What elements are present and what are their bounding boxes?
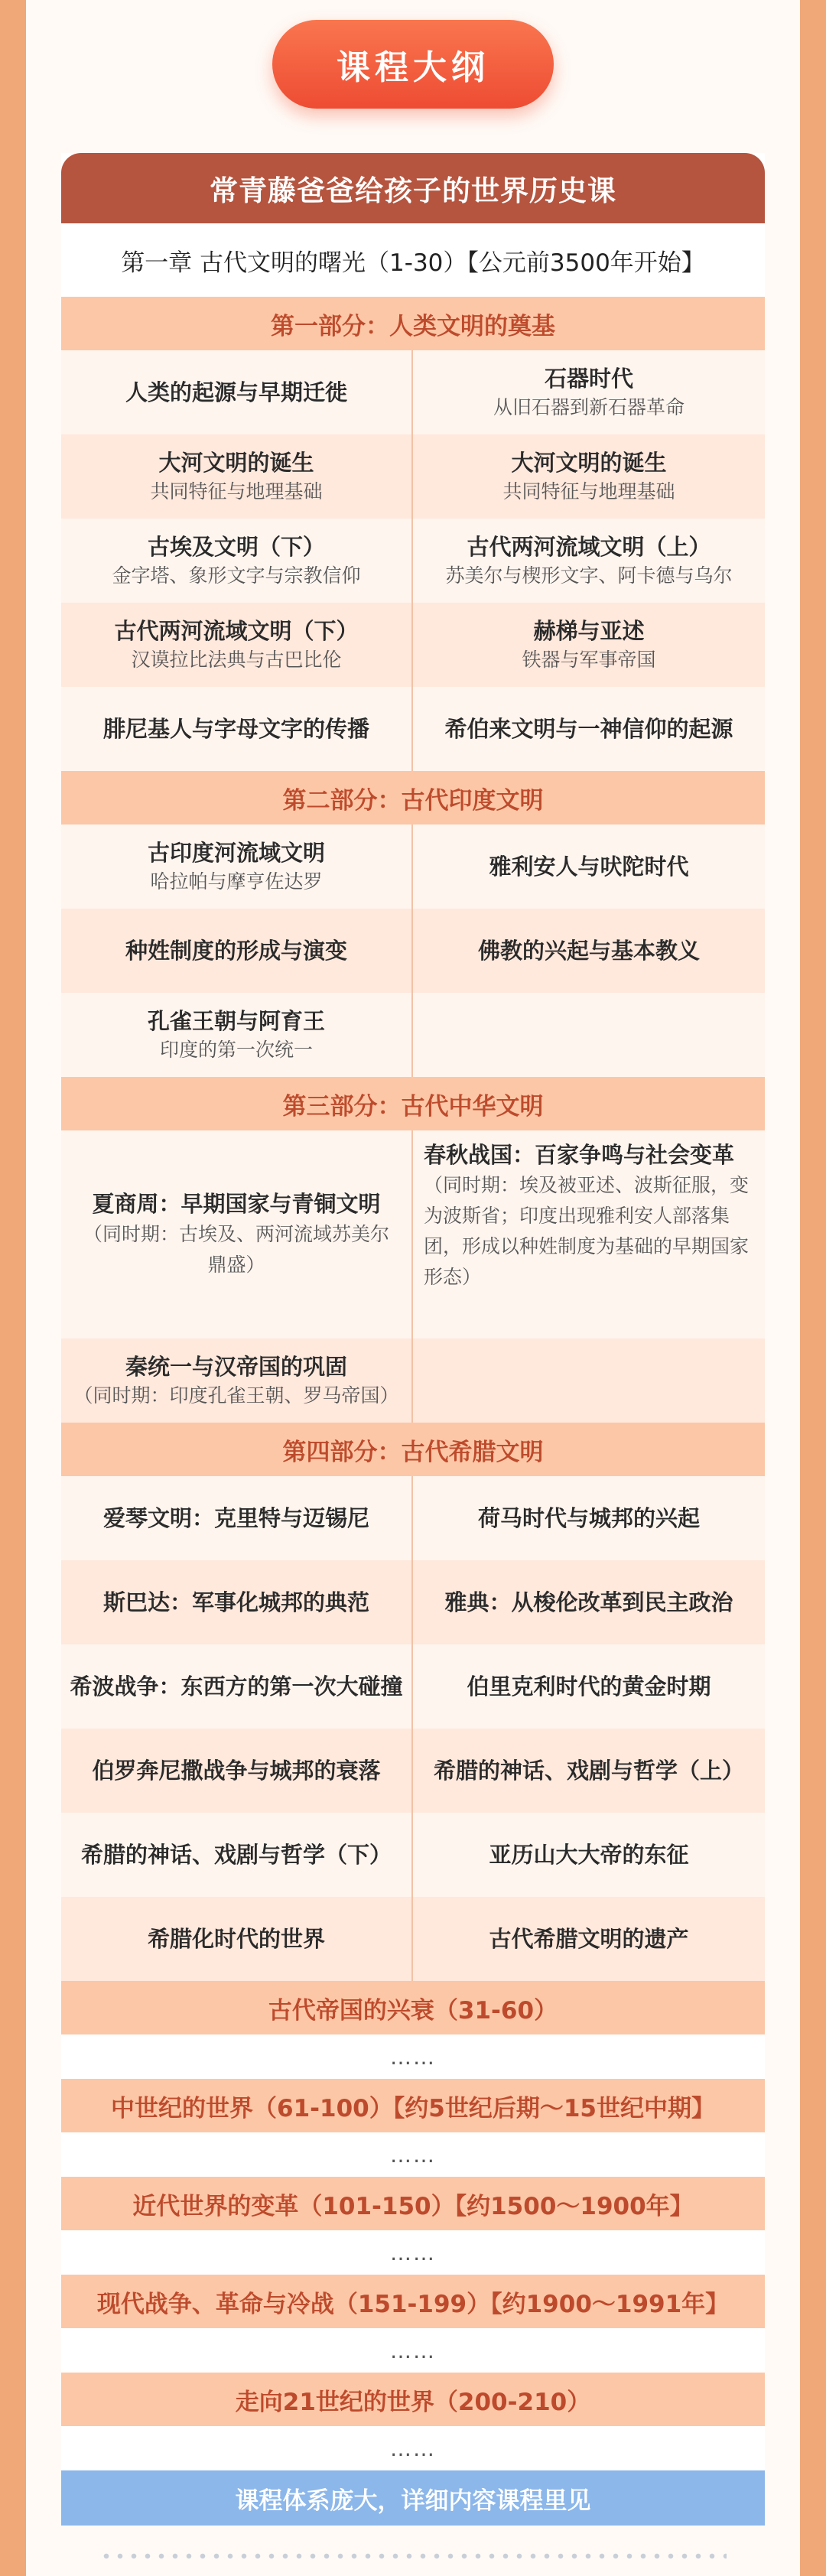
course-item [413,1130,765,1338]
course-item [61,1729,413,1813]
course-title: 大河文明的诞生 [511,450,667,476]
course-title: 希腊的神话、戏剧与哲学（上） [433,1758,744,1784]
section-heading: 第三部分：古代中华文明 [61,1077,765,1130]
course-row [61,1644,765,1729]
course-subtitle: （同时期：印度孔雀王朝、罗马帝国） [73,1384,399,1407]
course-item [61,1130,413,1338]
course-row [61,993,765,1077]
course-subtitle: 印度的第一次统一 [159,1039,313,1061]
course-title: 古代两河流域文明（下） [114,618,359,644]
course-subtitle: （同时期：埃及被亚述、波斯征服，变为波斯省；印度出现雅利安人部落集团，形成以种姓制度为基础的早期国家形态） [424,1174,750,1288]
course-subtitle: 汉谟拉比法典与古巴比伦 [131,649,342,671]
ellipsis: …… [61,2328,765,2373]
course-row [61,1897,765,1981]
course-subtitle: 共同特征与地理基础 [502,480,675,503]
course-item [413,1813,765,1897]
course-title: 雅利安人与吠陀时代 [489,854,689,880]
course-row [61,1476,765,1560]
course-title: 腓尼基人与字母文字的传播 [102,716,369,742]
ellipsis: …… [61,2426,765,2470]
course-title: 希腊化时代的世界 [147,1926,325,1952]
chapter-band: 中世纪的世界（61-100）【约5世纪后期～15世纪中期】 [61,2079,765,2132]
course-row [61,603,765,687]
course-title: 夏商周：早期国家与青铜文明 [92,1191,381,1217]
chapter-one-heading: 第一章 古代文明的曙光（1-30）【公元前3500年开始】 [61,223,765,297]
course-item [61,1644,413,1729]
course-subtitle: 金字塔、象形文字与宗教信仰 [112,564,361,587]
course-item [61,1560,413,1644]
course-item [61,1476,413,1560]
course-subtitle: 从旧石器到新石器革命 [493,396,685,418]
course-subtitle: 共同特征与地理基础 [150,480,323,503]
course-subtitle: （同时期：古埃及、两河流域苏美尔鼎盛） [83,1223,389,1276]
course-item [413,434,765,519]
course-row [61,825,765,909]
course-item [61,1813,413,1897]
course-subtitle: 苏美尔与楔形文字、阿卡德与乌尔 [445,564,733,587]
course-title: 佛教的兴起与基本教义 [477,938,700,964]
course-title: 希波战争：东西方的第一次大碰撞 [70,1673,403,1699]
course-title: 赫梯与亚述 [533,618,645,644]
course-item [61,603,413,687]
course-title: 荷马时代与城邦的兴起 [477,1505,700,1531]
course-item [413,1644,765,1729]
ellipsis: …… [61,2132,765,2177]
course-item [413,603,765,687]
course-title: 石器时代 [544,366,633,392]
chapter-band: 走向21世纪的世界（200-210） [61,2373,765,2426]
course-title: 大河文明的诞生 [158,450,314,476]
course-row [61,350,765,434]
course-item-empty [413,1338,765,1423]
course-item [413,519,765,603]
course-item [61,519,413,603]
ellipsis: …… [61,2230,765,2275]
chapter-band: 古代帝国的兴衰（31-60） [61,1981,765,2034]
course-title: 希伯来文明与一神信仰的起源 [444,716,733,742]
course-item [61,909,413,993]
course-row [61,909,765,993]
section-heading: 第四部分：古代希腊文明 [61,1423,765,1476]
course-item [413,909,765,993]
course-item [413,825,765,909]
course-title: 雅典：从梭伦改革到民主政治 [444,1589,733,1615]
course-row [61,1813,765,1897]
course-item [61,434,413,519]
course-title: 种姓制度的形成与演变 [125,938,347,964]
course-title: 斯巴达：军事化城邦的典范 [102,1589,369,1615]
course-item [413,350,765,434]
section-heading: 第一部分：人类文明的奠基 [61,297,765,350]
course-outline-badge: 课程大纲 [272,20,554,109]
ellipsis: …… [61,2034,765,2079]
course-item [61,350,413,434]
course-row [61,1560,765,1644]
course-row [61,1130,765,1338]
course-title: 亚历山大大帝的东征 [489,1842,689,1868]
course-item [61,825,413,909]
course-item [61,1338,413,1423]
course-row [61,687,765,771]
course-subtitle: 哈拉帕与摩亨佐达罗 [150,870,323,893]
chapter-band: 现代战争、革命与冷战（151-199）【约1900～1991年】 [61,2275,765,2328]
course-item [413,1729,765,1813]
course-row [61,1729,765,1813]
course-title: 古埃及文明（下） [147,534,325,560]
course-title: 伯里克利时代的黄金时期 [467,1673,711,1699]
chapter-band: 近代世界的变革（101-150）【约1500～1900年】 [61,2177,765,2230]
course-item [61,993,413,1077]
course-item [61,687,413,771]
course-row [61,434,765,519]
course-title: 爱琴文明：克里特与迈锡尼 [102,1505,369,1531]
footer-note: 课程体系庞大，详细内容课程里见 [61,2470,765,2526]
course-title: 人类的起源与早期迁徙 [125,379,347,405]
course-title: 秦统一与汉帝国的巩固 [125,1354,347,1380]
course-subtitle: 铁器与军事帝国 [522,649,656,671]
course-row [61,519,765,603]
course-title: 古代希腊文明的遗产 [489,1926,689,1952]
course-title: 伯罗奔尼撒战争与城邦的衰落 [92,1758,381,1784]
course-item-empty [413,993,765,1077]
course-title: 希腊的神话、戏剧与哲学（下） [80,1842,392,1868]
course-title: 古代两河流域文明（上） [467,534,711,560]
course-title: 春秋战国：百家争鸣与社会变革 [424,1142,735,1168]
course-item [413,1897,765,1981]
course-item [413,687,765,771]
course-item [413,1560,765,1644]
course-title: 孔雀王朝与阿育王 [147,1008,325,1034]
course-title: 古印度河流域文明 [147,840,325,866]
section-heading: 第二部分：古代印度文明 [61,771,765,825]
course-item [413,1476,765,1560]
dotted-divider [99,2553,727,2559]
card-title: 常青藤爸爸给孩子的世界历史课 [61,153,765,223]
outline-card [61,153,765,2526]
course-item [61,1897,413,1981]
course-row [61,1338,765,1423]
